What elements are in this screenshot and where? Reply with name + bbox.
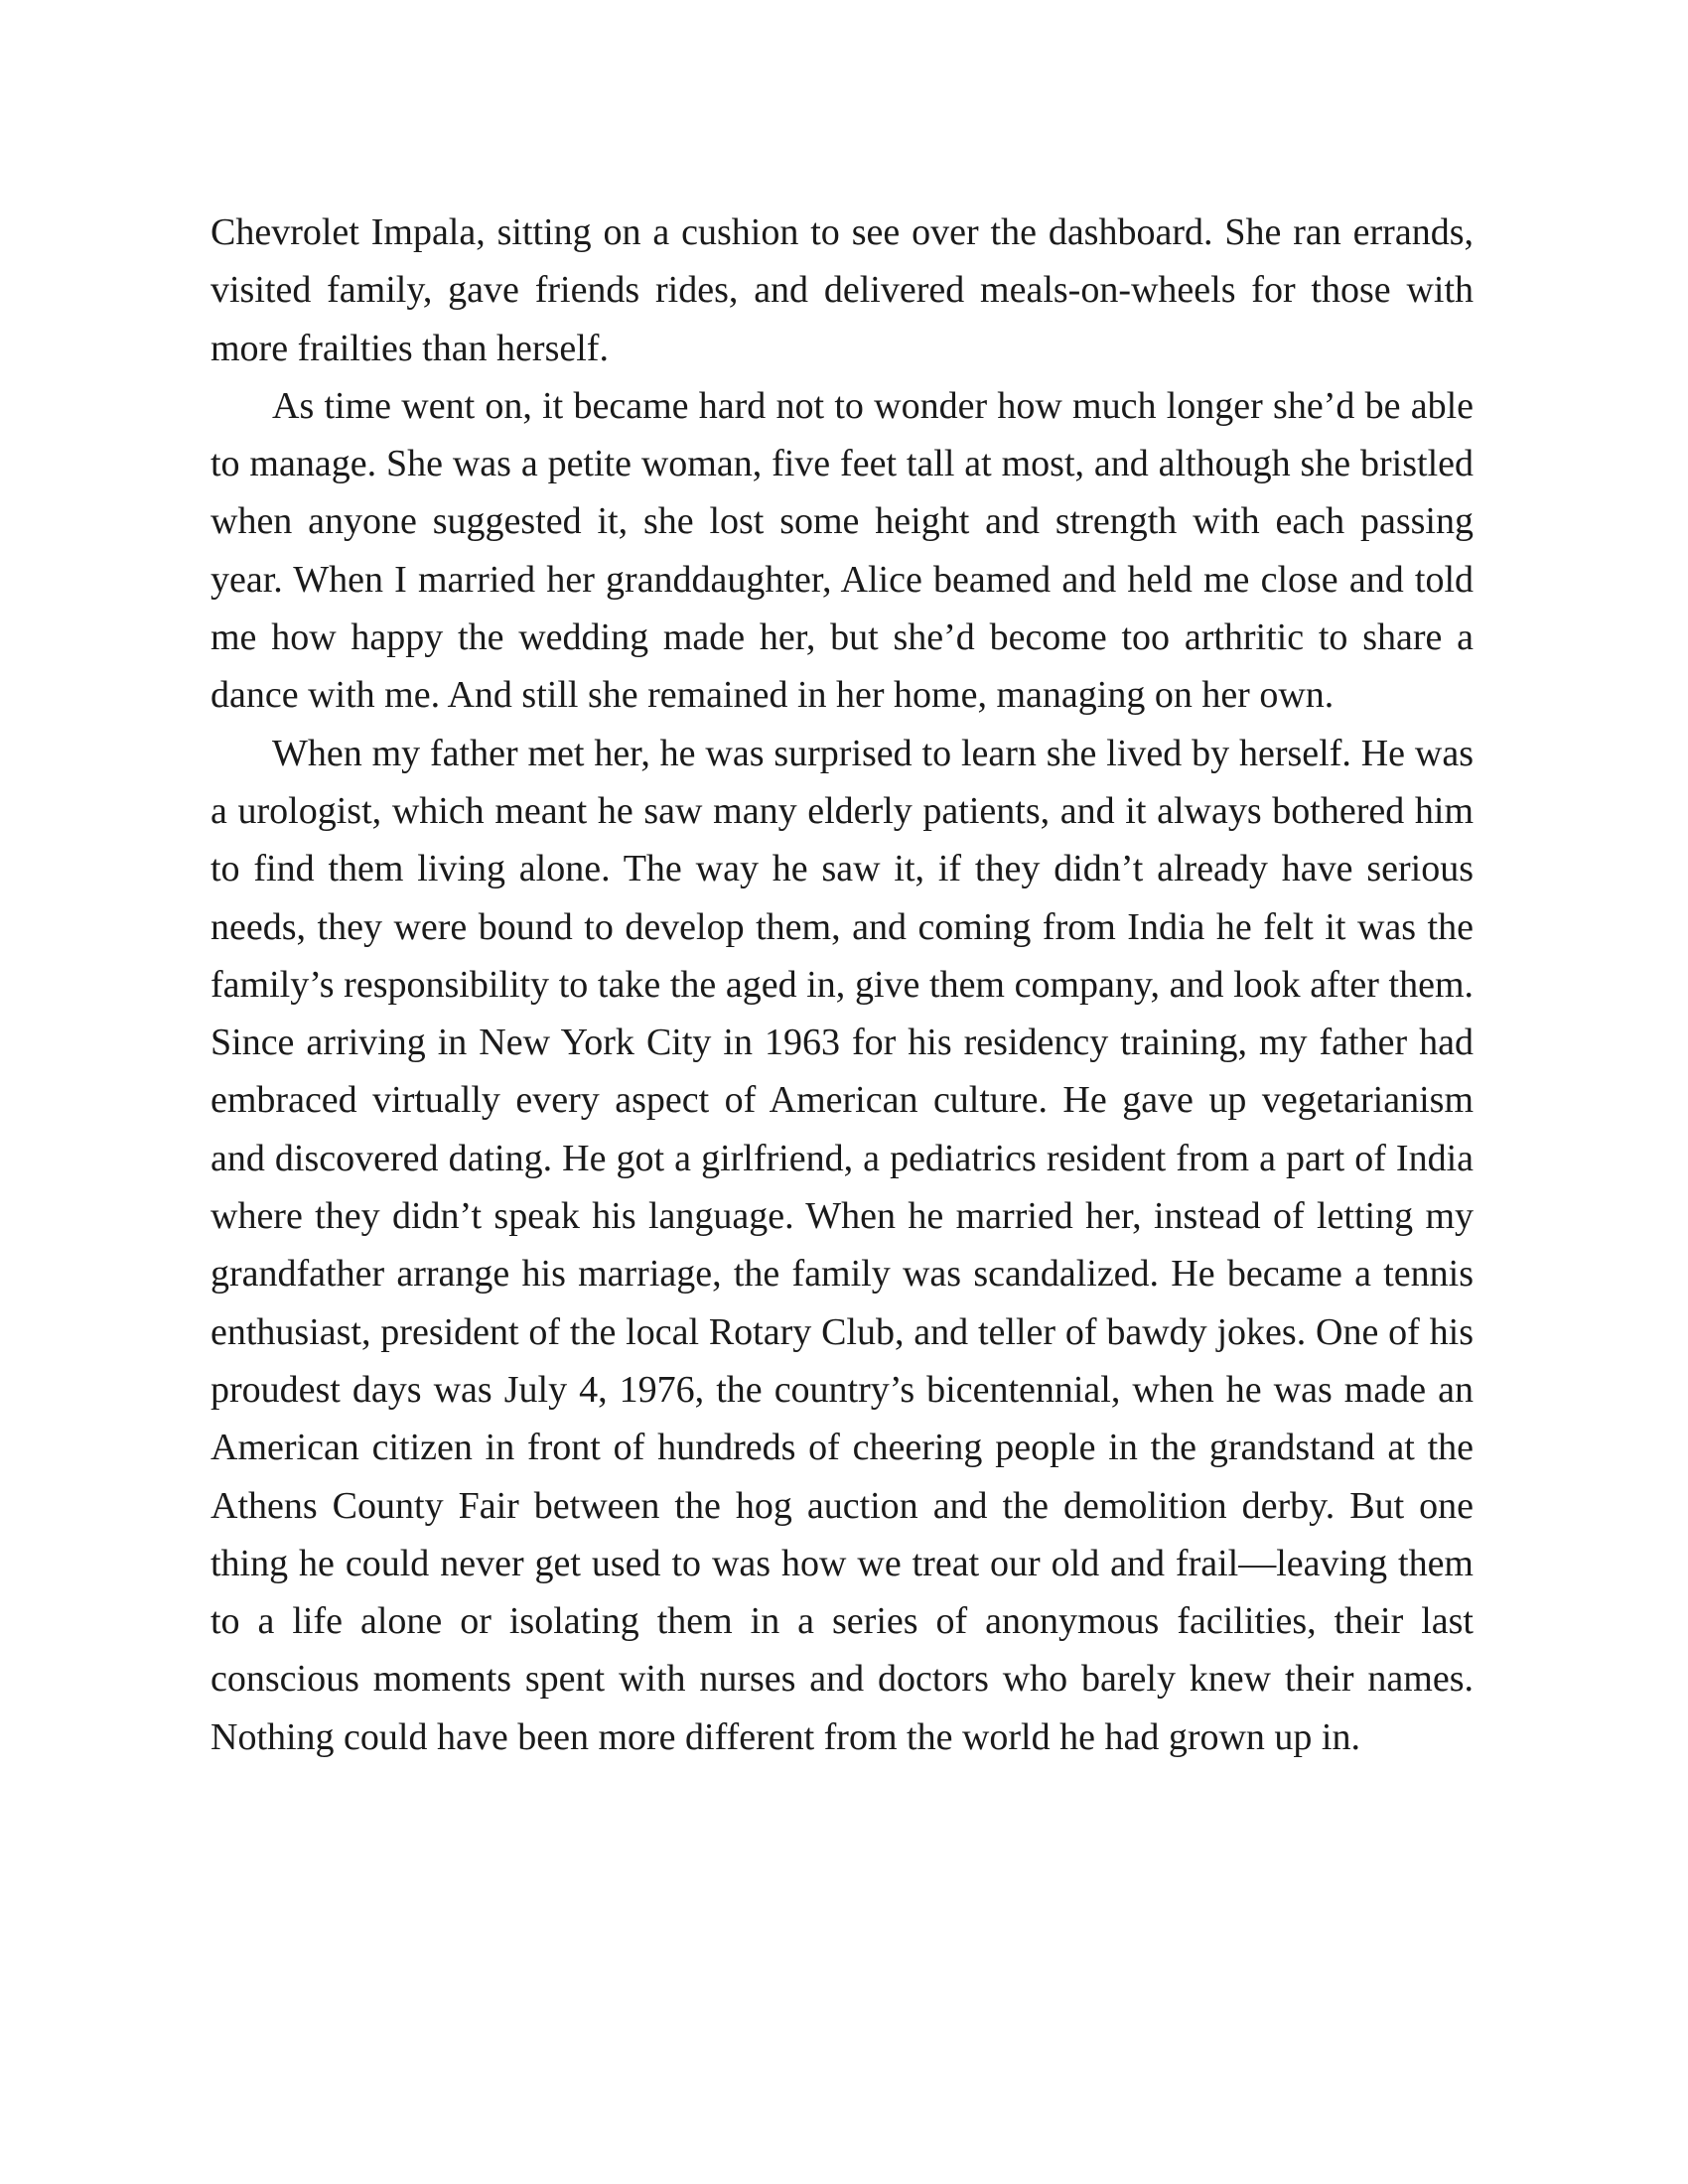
- paragraph-2: As time went on, it became hard not to wonder how much longer she’d be able to manage. She was a petite woman, five feet tall at most, and although she bristled when anyone suggested it, she lost some height and strength with each passing year. When I married her granddaughter, Alice beamed and held me close and told me how happy the wedding made her, but she’d become too arthritic to share a dance with me. And still she remained in her home, managing on her own.: [211, 384, 1474, 717]
- paragraph-3: When my father met her, he was surprised to learn she lived by herself. He was a urologist, which meant he saw many elderly patients, and it always bothered him to find them living alone. The way he saw it, if they didn’t already have serious needs, they were bound to develop them, and coming from India he felt it was the family’s responsibility to take the aged in, give them company, and look after them. Since arriving in New York City in 1963 for his residency training, my father had embraced virtually every aspect of American culture. He gave up vegetarianism and discovered dating. He got a girlfriend, a pediatrics resident from a part of India where they didn’t speak his language. When he married her, instead of letting my grandfather arrange his marriage, the family was scandalized. He became a tennis enthusiast, president of the local Rotary Club, and teller of bawdy jokes. One of his proudest days was July 4, 1976, the country’s bicentennial, when he was made an American citizen in front of hundreds of cheering people in the grandstand at the Athens County Fair between the hog auction and the demolition derby. But one thing he could never get used to was how we treat our old and frail—leaving them to a life alone or isolating them in a series of anonymous facilities, their last conscious moments spent with nurses and doctors who barely knew their names. Nothing could have been more different from the world he had grown up in.: [211, 732, 1474, 1758]
- paragraph-1: Chevrolet Impala, sitting on a cushion to see over the dashboard. She ran errands, visited family, gave friends rides, and delivered meals-on-wheels for those with more frailties than herself.: [211, 211, 1474, 369]
- page-body: [211, 204, 1474, 1766]
